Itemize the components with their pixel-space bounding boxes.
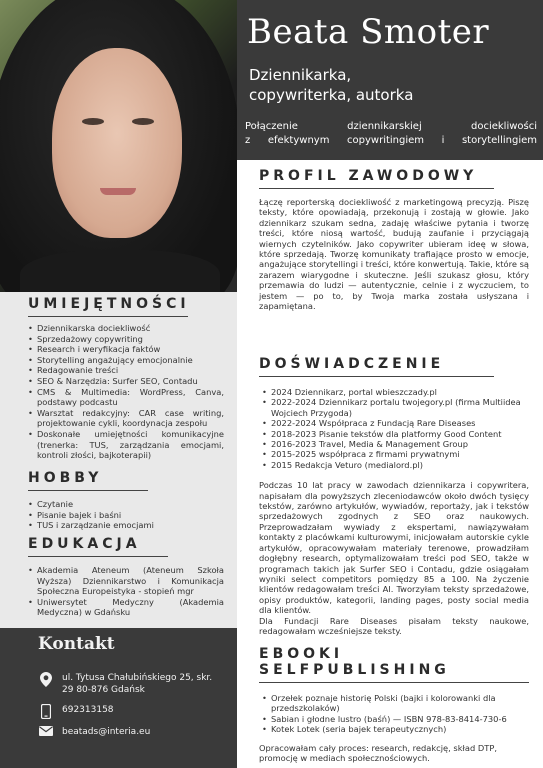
address-text: ul. Tytusa Chałubińskiego 25, skr. 29 80-876 Gdańsk (62, 673, 213, 695)
list-item: • Warsztat redakcyjny: CAR case writing, projektowanie cykli, koordynacja zespołu (28, 408, 224, 429)
hobby-list (28, 499, 224, 531)
ebooks-title: EBOOKI SELFPUBLISHING (259, 646, 450, 678)
divider (28, 316, 188, 317)
list-item: • CMS & Multimedia: WordPress, Canva, podstawy podcastu (28, 387, 224, 408)
list-item: • 2022-2024 Dziennikarz portalu twojegory.pl (firma Multiidea Wojciech Przygoda) (259, 397, 529, 418)
ebooks-section (259, 646, 529, 763)
list-item: • Research i weryfikacja faktów (28, 344, 224, 355)
contact-address (38, 672, 228, 696)
profile-text: Łączę reporterską dociekliwość z marketingową precyzją. Piszę teksty, które opowiadają, przekonują i zostają w głowie. Jako dziennikarz szukam sedna, zadaję właściwe pytania i tworzę treści, które niosą wartość, budują zaufanie i przyciągają wiernych czytelników. Jako copywriter ubieram ideę w słowa, które sprzedają. Tworzę komunikaty trafiające prosto w emocje, angażujące storytellingi i treści, które konwertują. Takie, które są zarazem wiarygodne i skuteczne. Jeśli szukasz głosu, który przemawia do ludzi — autentycznie, celnie i z wyczuciem, to jestem — po to, by Twoja marka została usłyszana i zapamiętana. (259, 197, 529, 312)
divider (28, 556, 168, 557)
education-section (28, 536, 224, 618)
email-text: beatads@interia.eu (62, 727, 151, 737)
tagline-line: Połączenie dziennikarskiej dociekliwości (245, 121, 537, 132)
header (237, 0, 543, 160)
experience-title: DOŚWIADCZENIE (259, 356, 445, 372)
phone-icon (38, 704, 54, 719)
list-item: • 2022-2024 Współpraca z Fundacją Rare Diseases (259, 418, 529, 428)
ebooks-list (259, 693, 529, 735)
list-item: • 2016-2023 Travel, Media & Management Group (259, 439, 529, 449)
list-item: • TUS i zarządzanie emocjami (28, 520, 224, 531)
contact-title: Kontakt (38, 634, 115, 654)
list-item: • Redagowanie treści (28, 365, 224, 376)
experience-section (259, 356, 529, 636)
list-item: • Storytelling angażujący emocjonalnie (28, 355, 224, 366)
tagline (245, 120, 537, 148)
divider (259, 682, 529, 683)
hobby-title: HOBBY (28, 470, 103, 486)
list-item: • Uniwersytet Medyczny (Akademia Medyczna) w Gdańsku (28, 597, 224, 618)
list-item: • Sabian i głodne lustro (baśń) — ISBN 978-83-8414-730-6 (259, 714, 529, 724)
ebooks-footer: Opracowałam cały proces: research, redakcję, skład DTP, promocję w mediach społecznościowych. (259, 742, 497, 764)
list-item: • Orzełek poznaje historię Polski (bajki i kolorowanki dla przedszkolaków) (259, 693, 529, 714)
list-item: • Dziennikarska dociekliwość (28, 323, 224, 334)
left-column (0, 0, 237, 768)
hobby-section (28, 470, 224, 531)
contact-phone[interactable] (38, 704, 114, 719)
job-title-line: Dziennikarka, (249, 66, 352, 84)
job-title-line: copywriterka, autorka (249, 86, 414, 104)
profile-title: PROFIL ZAWODOWY (259, 168, 478, 184)
skills-title: UMIEJĘTNOŚCI (28, 296, 190, 312)
list-item: • Sprzedażowy copywriting (28, 334, 224, 345)
experience-list (259, 387, 529, 470)
list-item: • 2024 Dziennikarz, portal wbieszczady.pl (259, 387, 529, 397)
tagline-line: z efektywnym copywritingiem i storytellingiem (245, 135, 537, 146)
contact-box (0, 628, 237, 768)
experience-summary: Podczas 10 lat pracy w zawodach dziennikarza i copywritera, napisałam dla powyższych zleceniodawców około dwóch tysięcy tekstów, zarówno artykułów, wywiadów, reportaży, jak i tekstów sprzedażowych zgodnych z SEO oraz naukowych. Przeprowadzałam wywiady z ekspertami, nawiązywałam kontakty z placówkami kulturowymi, inicjowałam autorskie cykle artykułów, opracowywałam materiały terenowe, prowadziłam dogłębny research, optymalizowałam treści pod SEO, także w programach takich jak Surfer SEO i Contadu, gdzie osiągałam wyniki select competitors pomiędzy 85 a 100. Na życzenie klientów redagowałam treści AI. Tworzyłam teksty sprzedażowe, opisy produktów, kategorii, landing pages, posty social media dla klientów. (259, 480, 529, 616)
list-item: • Akademia Ateneum (Ateneum Szkoła Wyższa) Dziennikarstwo i Komunikacja Społeczna Europeistyka - stopień mgr (28, 565, 224, 597)
contact-email[interactable] (38, 726, 150, 738)
phone-text: 692313158 (62, 705, 114, 715)
list-item: • Pisanie bajek i baśni (28, 510, 224, 521)
job-title (249, 65, 413, 105)
location-pin-icon (38, 672, 54, 687)
list-item: • 2018-2023 Pisanie tekstów dla platformy Good Content (259, 429, 529, 439)
divider (259, 188, 494, 189)
list-item: • 2015 Redakcja Veturo (medialord.pl) (259, 460, 529, 470)
list-item: • SEO & Narzędzia: Surfer SEO, Contadu (28, 376, 224, 387)
experience-note: Dla Fundacji Rare Diseases pisałam teksty naukowe, redagowałam wcześniejsze teksty. (259, 615, 529, 636)
profile-photo (0, 0, 237, 292)
list-item: • Kotek Lotek (seria bajek terapeutycznych) (259, 724, 529, 734)
mail-icon (38, 726, 54, 736)
list-item: • 2015-2025 współpraca z firmami prywatnymi (259, 449, 529, 459)
skills-section (28, 296, 224, 461)
person-name: Beata Smoter (247, 12, 490, 52)
education-title: EDUKACJA (28, 536, 141, 552)
divider (259, 376, 494, 377)
list-item: • Doskonałe umiejętności komunikacyjne (trenerka: TUS, zarządzania emocjami, kontroli złości, bajkoterapii) (28, 429, 224, 461)
education-list (28, 565, 224, 618)
skills-list (28, 323, 224, 461)
profile-section (259, 168, 529, 311)
divider (28, 490, 148, 491)
list-item: • Czytanie (28, 499, 224, 510)
